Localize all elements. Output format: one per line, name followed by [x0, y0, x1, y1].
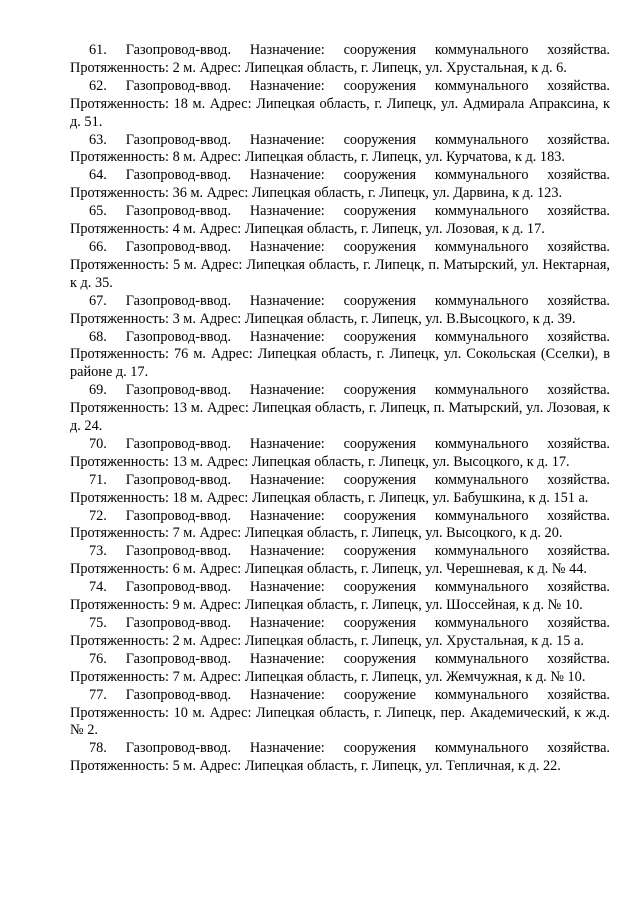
- list-item: 77. Газопровод-ввод. Назначение: сооружение коммунального хозяйства. Протяженность: 10 м. Адрес: Липецкая область, г. Липецк, пер. Академический, к ж.д. № 2.: [70, 686, 610, 739]
- document-page: [70, 42, 610, 776]
- list-item: 67. Газопровод-ввод. Назначение: сооружения коммунального хозяйства. Протяженность: 3 м. Адрес: Липецкая область, г. Липецк, ул. В.Высоцкого, к д. 39.: [70, 292, 610, 327]
- list-item: 76. Газопровод-ввод. Назначение: сооружения коммунального хозяйства. Протяженность: 7 м. Адрес: Липецкая область, г. Липецк, ул. Жемчужная, к д. № 10.: [70, 650, 610, 685]
- list-item: 62. Газопровод-ввод. Назначение: сооружения коммунального хозяйства. Протяженность: 18 м. Адрес: Липецкая область, г. Липецк, ул. Адмирала Апраксина, к д. 51.: [70, 77, 610, 130]
- list-item: 70. Газопровод-ввод. Назначение: сооружения коммунального хозяйства. Протяженность: 13 м. Адрес: Липецкая область, г. Липецк, ул. Высоцкого, к д. 17.: [70, 435, 610, 470]
- list-item: 65. Газопровод-ввод. Назначение: сооружения коммунального хозяйства. Протяженность: 4 м. Адрес: Липецкая область, г. Липецк, ул. Лозовая, к д. 17.: [70, 203, 610, 238]
- list-item: 66. Газопровод-ввод. Назначение: сооружения коммунального хозяйства. Протяженность: 5 м. Адрес: Липецкая область, г. Липецк, п. Матырский, ул. Нектарная, к д. 35.: [70, 238, 610, 291]
- list-item: 74. Газопровод-ввод. Назначение: сооружения коммунального хозяйства. Протяженность: 9 м. Адрес: Липецкая область, г. Липецк, ул. Шоссейная, к д. № 10.: [70, 579, 610, 614]
- list-item: 72. Газопровод-ввод. Назначение: сооружения коммунального хозяйства. Протяженность: 7 м. Адрес: Липецкая область, г. Липецк, ул. Высоцкого, к д. 20.: [70, 507, 610, 542]
- list-item: 73. Газопровод-ввод. Назначение: сооружения коммунального хозяйства. Протяженность: 6 м. Адрес: Липецкая область, г. Липецк, ул. Черешневая, к д. № 44.: [70, 543, 610, 578]
- list-item: 64. Газопровод-ввод. Назначение: сооружения коммунального хозяйства. Протяженность: 36 м. Адрес: Липецкая область, г. Липецк, ул. Дарвина, к д. 123.: [70, 167, 610, 202]
- list-item: 61. Газопровод-ввод. Назначение: сооружения коммунального хозяйства. Протяженность: 2 м. Адрес: Липецкая область, г. Липецк, ул. Хрустальная, к д. 6.: [70, 42, 610, 76]
- list-item: 78. Газопровод-ввод. Назначение: сооружения коммунального хозяйства. Протяженность: 5 м. Адрес: Липецкая область, г. Липецк, ул. Тепличная, к д. 22.: [70, 740, 610, 775]
- list-item: 75. Газопровод-ввод. Назначение: сооружения коммунального хозяйства. Протяженность: 2 м. Адрес: Липецкая область, г. Липецк, ул. Хрустальная, к д. 15 а.: [70, 615, 610, 649]
- list-item: 68. Газопровод-ввод. Назначение: сооружения коммунального хозяйства. Протяженность: 76 м. Адрес: Липецкая область, г. Липецк, ул. Сокольская (Сселки), в районе д. 17.: [70, 328, 610, 381]
- list-item: 71. Газопровод-ввод. Назначение: сооружения коммунального хозяйства. Протяженность: 18 м. Адрес: Липецкая область, г. Липецк, ул. Бабушкина, к д. 151 а.: [70, 471, 610, 506]
- list-item: 63. Газопровод-ввод. Назначение: сооружения коммунального хозяйства. Протяженность: 8 м. Адрес: Липецкая область, г. Липецк, ул. Курчатова, к д. 183.: [70, 131, 610, 166]
- list-item: 69. Газопровод-ввод. Назначение: сооружения коммунального хозяйства. Протяженность: 13 м. Адрес: Липецкая область, г. Липецк, п. Матырский, ул. Лозовая, к д. 24.: [70, 382, 610, 435]
